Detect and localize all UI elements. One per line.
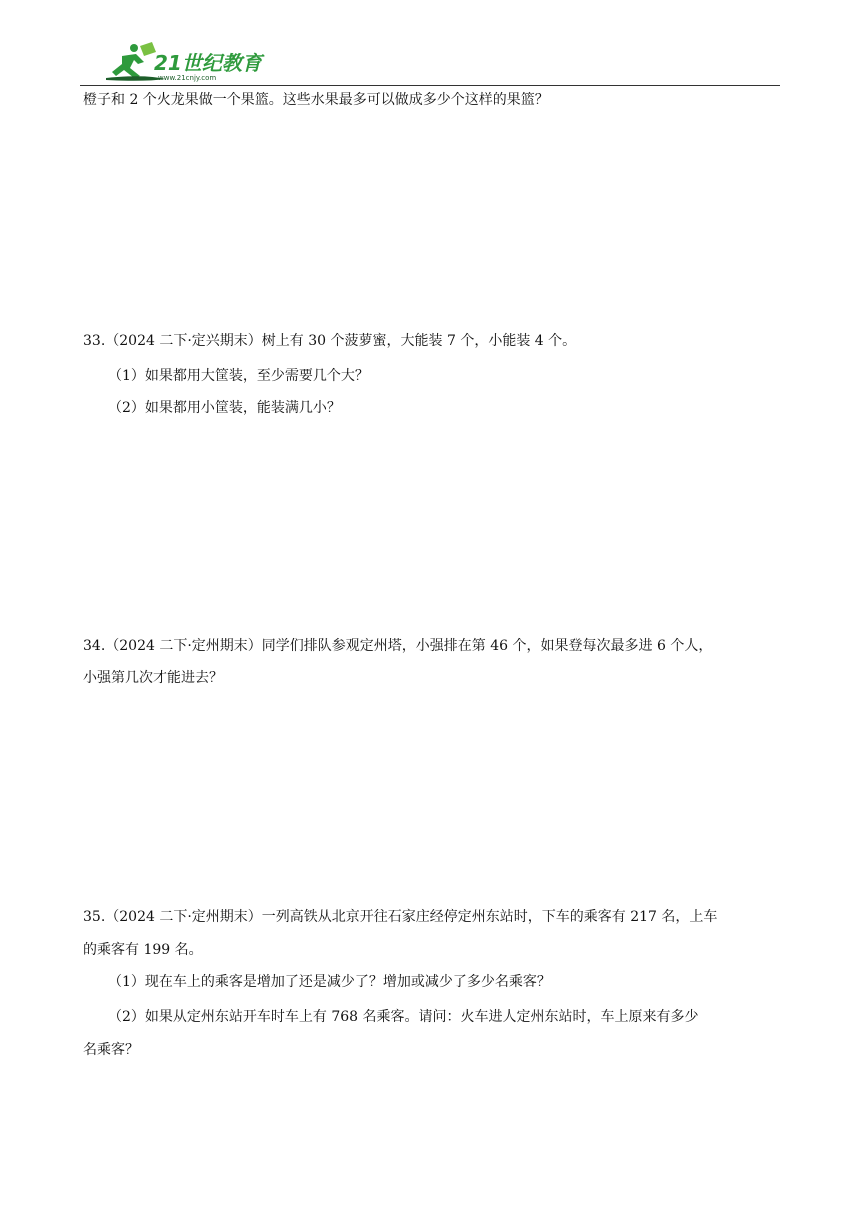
question-35-sub-2-line-1: （2）如果从定州东站开车时车上有 768 名乘客。请问：火车进人定州东站时，车上原来有多少 — [108, 1009, 699, 1025]
header-rule — [80, 85, 780, 86]
question-35-line-2: 的乘客有 199 名。 — [83, 942, 203, 958]
question-35-sub-1: （1）现在车上的乘客是增加了还是减少了？增加或减少了多少名乘客？ — [108, 974, 551, 990]
question-33-sub-1: （1）如果都用大筐装，至少需要几个大？ — [108, 368, 369, 384]
question-35-line-1: 35.（2024 二下·定州期末）一列高铁从北京开往石家庄经停定州东站时，下车的乘客有 217 名，上车 — [83, 909, 718, 925]
question-35-sub-2-line-2: 名乘客？ — [83, 1042, 139, 1058]
question-34-line-2: 小强第几次才能进去？ — [83, 670, 223, 686]
logo-brand-text: 21世纪教育 — [154, 51, 262, 75]
question-33-stem: 33.（2024 二下·定兴期末）树上有 30 个菠萝蜜，大能装 7 个，小能装 4 个。 — [83, 333, 577, 349]
logo-graphic — [104, 42, 274, 84]
logo-url-text: www.21cnjy.com — [158, 74, 217, 82]
question-33-sub-2: （2）如果都用小筐装，能装满几小？ — [108, 400, 341, 416]
continuation-text: 橙子和 2 个火龙果做一个果篮。这些水果最多可以做成多少个这样的果篮？ — [83, 92, 549, 108]
header-logo — [104, 42, 274, 84]
question-34-line-1: 34.（2024 二下·定州期末）同学们排队参观定州塔，小强排在第 46 个，如果登每次最多进 6 个人， — [83, 638, 713, 654]
